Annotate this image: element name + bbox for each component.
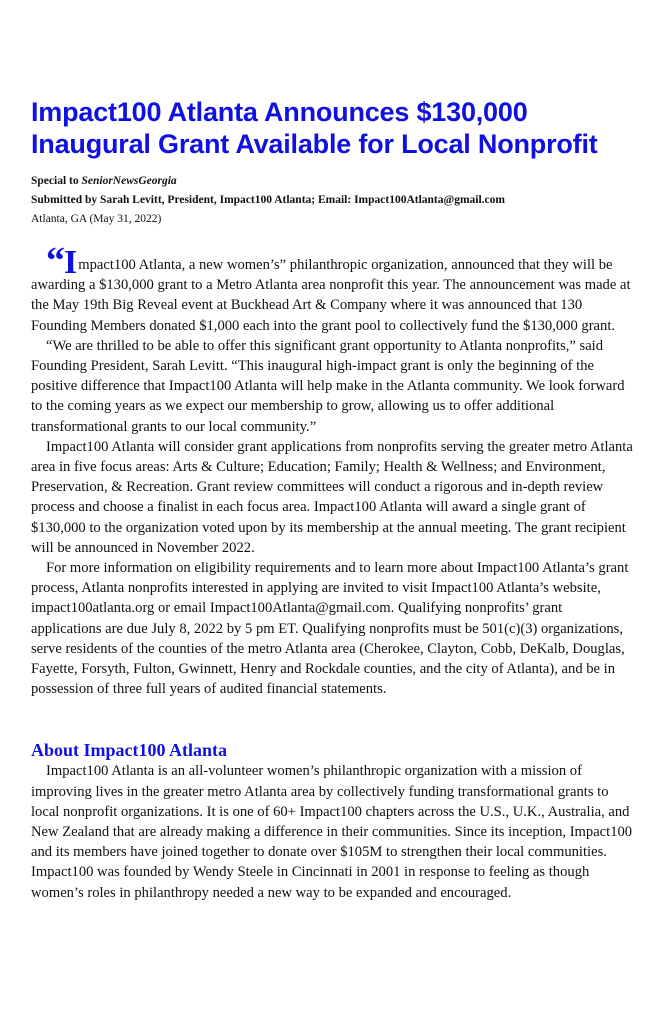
- paragraph-4: For more information on eligibility requirements and to learn more about Impact100 Atlanta’s grant process, Atlanta nonprofits interested in applying are invited to visit Impact100 Atlanta’s website, impact100atlanta.org or email Impact100Atlanta@gmail.com. Qualifying nonprofits’ grant applications are due July 8, 2022 by 5 pm ET. Qualifying nonprofits must be 501(c)(3) organizations, serve residents of the counties of the metro Atlanta area (Cherokee, Clayton, Cobb, DeKalb, Douglas, Fayette, Forsyth, Fulton, Gwinnett, Henry and Rockdale counties, and the city of Atlanta), and be in possession of three full years of audited financial statements.: [31, 560, 629, 698]
- special-outlet: SeniorNewsGeorgia: [81, 175, 177, 187]
- article-body: [31, 240, 633, 699]
- about-body: [31, 761, 633, 902]
- headline-line-2: Inaugural Grant Available for Local Nonprofit: [31, 129, 598, 159]
- about-paragraph: Impact100 Atlanta is an all-volunteer women’s philanthropic organization with a mission of improving lives in the greater metro Atlanta area by collectively funding transformational grants to local nonprofit organizations. It is one of 60+ Impact100 chapters across the U.S., U.K., Australia, and New Zealand that are already making a difference in their communities. Since its inception, Impact100 and its members have joined together to donate over $105M to strengthen their local communities. Impact100 was founded by Wendy Steele in Cincinnati in 2001 in response to feeling as though women’s roles in philanthropy needed a new way to be expanded and encouraged.: [31, 763, 633, 901]
- special-prefix: Special to: [31, 175, 82, 187]
- open-quote-mark: “: [46, 240, 64, 282]
- article-page: [31, 96, 633, 903]
- paragraph-1: [31, 240, 633, 336]
- submitted-by: Submitted by Sarah Levitt, President, Impact100 Atlanta; Email: Impact100Atlanta@gmail.com: [31, 194, 505, 206]
- special-credit: [31, 172, 633, 191]
- about-heading: About Impact100 Atlanta: [31, 740, 228, 761]
- paragraph-3: Impact100 Atlanta will consider grant applications from nonprofits serving the greater metro Atlanta area in five focus areas: Arts & Culture; Education; Family; Health & Wellness; and Environment, Preservation, & Recreation. Grant review committees will conduct a rigorous and in-depth review process and choose a finalist in each focus area. Impact100 Atlanta will award a single grant of $130,000 to the organization voted upon by its membership at the annual meeting. The grant recipient will be announced in November 2022.: [31, 438, 633, 556]
- headline-line-1: Impact100 Atlanta Announces $130,000: [31, 97, 528, 127]
- drop-cap: I: [64, 244, 78, 281]
- dateline: Atlanta, GA (May 31, 2022): [31, 213, 162, 225]
- headline: [31, 96, 633, 160]
- paragraph-1-text: mpact100 Atlanta, a new women’s” philanthropic organization, announced that they will be awarding a $130,000 grant to a Metro Atlanta area nonprofit this year. The announcement was made at the May 19th Big Reveal event at Buckhead Art & Company where it was announced that 130 Founding Members donated $1,000 each into the grant pool to collectively fund the $130,000 grant.: [31, 257, 631, 334]
- paragraph-2: “We are thrilled to be able to offer this significant grant opportunity to Atlanta nonprofits,” said Founding President, Sarah Levitt. “This inaugural high-impact grant is only the beginning of the positive difference that Impact100 Atlanta will help make in the Atlanta community. We look forward to the coming years as we expect our membership to grow, allowing us to offer additional transformational grants to our local community.”: [31, 337, 625, 435]
